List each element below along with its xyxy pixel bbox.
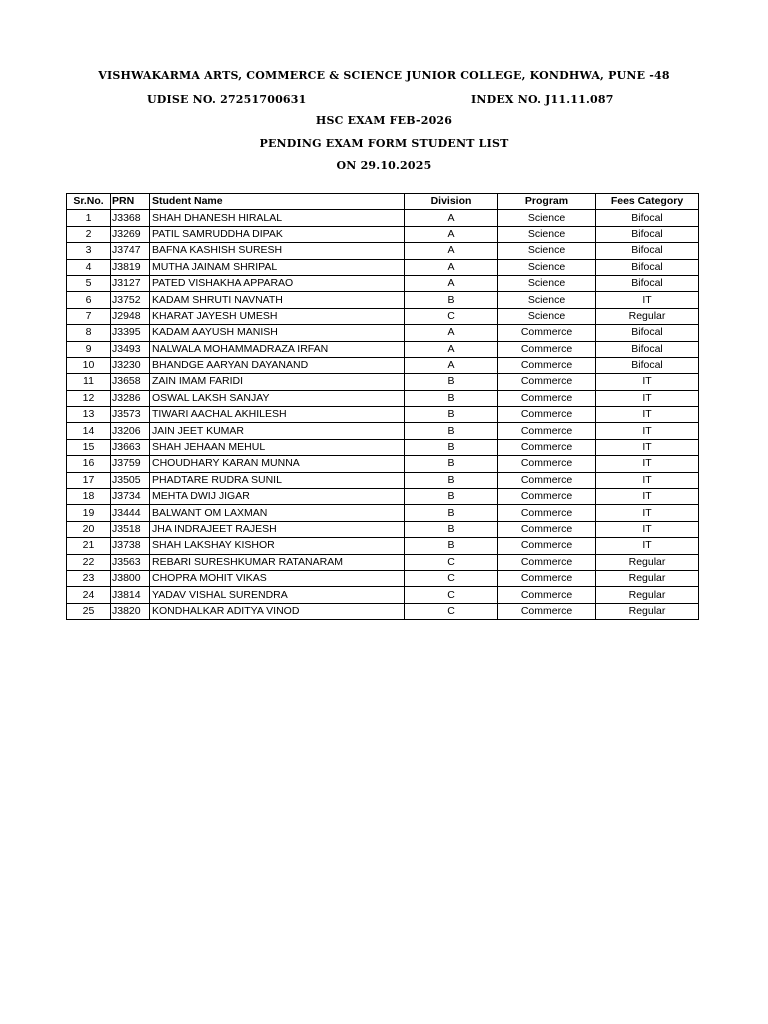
division-cell: A — [405, 325, 498, 341]
program-cell: Commerce — [498, 587, 596, 603]
fees-category-cell: IT — [596, 489, 699, 505]
program-cell: Commerce — [498, 423, 596, 439]
prn-cell: J3738 — [111, 538, 150, 554]
column-header-prn: PRN — [111, 194, 150, 210]
prn-cell: J3368 — [111, 210, 150, 226]
column-header-student-name: Student Name — [150, 194, 405, 210]
prn-cell: J3747 — [111, 243, 150, 259]
student-name-cell: PHADTARE RUDRA SUNIL — [150, 472, 405, 488]
program-cell: Commerce — [498, 554, 596, 570]
prn-cell: J3752 — [111, 292, 150, 308]
fees-category-cell: IT — [596, 538, 699, 554]
table-row — [67, 226, 699, 242]
student-name-cell: REBARI SURESHKUMAR RATANARAM — [150, 554, 405, 570]
sr-no-cell: 2 — [67, 226, 111, 242]
table-row — [67, 423, 699, 439]
table-row — [67, 505, 699, 521]
sr-no-cell: 21 — [67, 538, 111, 554]
student-name-cell: KONDHALKAR ADITYA VINOD — [150, 603, 405, 619]
student-name-cell: PATIL SAMRUDDHA DIPAK — [150, 226, 405, 242]
student-name-cell: SHAH LAKSHAY KISHOR — [150, 538, 405, 554]
sr-no-cell: 20 — [67, 521, 111, 537]
student-name-cell: BAFNA KASHISH SURESH — [150, 243, 405, 259]
student-name-cell: SHAH DHANESH HIRALAL — [150, 210, 405, 226]
fees-category-cell: Regular — [596, 554, 699, 570]
fees-category-cell: Bifocal — [596, 226, 699, 242]
sr-no-cell: 15 — [67, 439, 111, 455]
student-name-cell: JAIN JEET KUMAR — [150, 423, 405, 439]
table-row — [67, 292, 699, 308]
program-cell: Commerce — [498, 341, 596, 357]
fees-category-cell: Bifocal — [596, 341, 699, 357]
table-row — [67, 407, 699, 423]
fees-category-cell: IT — [596, 439, 699, 455]
table-row — [67, 489, 699, 505]
sr-no-cell: 4 — [67, 259, 111, 275]
fees-category-cell: IT — [596, 390, 699, 406]
prn-cell: J3819 — [111, 259, 150, 275]
division-cell: A — [405, 226, 498, 242]
prn-cell: J3230 — [111, 357, 150, 373]
prn-cell: J2948 — [111, 308, 150, 324]
sr-no-cell: 24 — [67, 587, 111, 603]
division-cell: B — [405, 374, 498, 390]
table-row — [67, 603, 699, 619]
program-cell: Science — [498, 275, 596, 291]
division-cell: A — [405, 357, 498, 373]
udise-number: UDISE NO. 27251700631 — [147, 93, 307, 106]
sr-no-cell: 11 — [67, 374, 111, 390]
sr-no-cell: 16 — [67, 456, 111, 472]
program-cell: Commerce — [498, 325, 596, 341]
division-cell: A — [405, 210, 498, 226]
fees-category-cell: Bifocal — [596, 325, 699, 341]
student-name-cell: ZAIN IMAM FARIDI — [150, 374, 405, 390]
program-cell: Commerce — [498, 472, 596, 488]
sr-no-cell: 13 — [67, 407, 111, 423]
student-name-cell: JHA INDRAJEET RAJESH — [150, 521, 405, 537]
table-row — [67, 210, 699, 226]
prn-cell: J3505 — [111, 472, 150, 488]
exam-title: HSC EXAM FEB-2026 — [315, 114, 453, 127]
program-cell: Commerce — [498, 505, 596, 521]
student-name-cell: MUTHA JAINAM SHRIPAL — [150, 259, 405, 275]
division-cell: A — [405, 341, 498, 357]
division-cell: B — [405, 390, 498, 406]
column-header-program: Program — [498, 194, 596, 210]
division-cell: B — [405, 538, 498, 554]
prn-cell: J3127 — [111, 275, 150, 291]
student-name-cell: KHARAT JAYESH UMESH — [150, 308, 405, 324]
sr-no-cell: 22 — [67, 554, 111, 570]
student-name-cell: YADAV VISHAL SURENDRA — [150, 587, 405, 603]
program-cell: Commerce — [498, 489, 596, 505]
fees-category-cell: IT — [596, 472, 699, 488]
fees-category-cell: Regular — [596, 603, 699, 619]
table-row — [67, 341, 699, 357]
table-row — [67, 325, 699, 341]
table-row — [67, 357, 699, 373]
sr-no-cell: 8 — [67, 325, 111, 341]
division-cell: B — [405, 423, 498, 439]
column-header-fees-category: Fees Category — [596, 194, 699, 210]
division-cell: C — [405, 554, 498, 570]
division-cell: B — [405, 489, 498, 505]
fees-category-cell: IT — [596, 521, 699, 537]
sr-no-cell: 12 — [67, 390, 111, 406]
program-cell: Commerce — [498, 357, 596, 373]
student-name-cell: PATED VISHAKHA APPARAO — [150, 275, 405, 291]
program-cell: Science — [498, 226, 596, 242]
table-row — [67, 259, 699, 275]
student-name-cell: KADAM AAYUSH MANISH — [150, 325, 405, 341]
division-cell: B — [405, 407, 498, 423]
student-name-cell: NALWALA MOHAMMADRAZA IRFAN — [150, 341, 405, 357]
program-cell: Science — [498, 292, 596, 308]
table-row — [67, 390, 699, 406]
division-cell: A — [405, 275, 498, 291]
sr-no-cell: 17 — [67, 472, 111, 488]
division-cell: B — [405, 439, 498, 455]
student-name-cell: SHAH JEHAAN MEHUL — [150, 439, 405, 455]
prn-cell: J3800 — [111, 570, 150, 586]
prn-cell: J3573 — [111, 407, 150, 423]
fees-category-cell: Bifocal — [596, 275, 699, 291]
prn-cell: J3269 — [111, 226, 150, 242]
student-name-cell: OSWAL LAKSH SANJAY — [150, 390, 405, 406]
prn-cell: J3820 — [111, 603, 150, 619]
prn-cell: J3563 — [111, 554, 150, 570]
fees-category-cell: Bifocal — [596, 210, 699, 226]
sr-no-cell: 10 — [67, 357, 111, 373]
program-cell: Science — [498, 259, 596, 275]
program-cell: Science — [498, 210, 596, 226]
program-cell: Science — [498, 243, 596, 259]
sr-no-cell: 3 — [67, 243, 111, 259]
program-cell: Commerce — [498, 570, 596, 586]
fees-category-cell: IT — [596, 292, 699, 308]
table-header-row — [67, 194, 699, 210]
division-cell: C — [405, 603, 498, 619]
prn-cell: J3286 — [111, 390, 150, 406]
student-name-cell: MEHTA DWIJ JIGAR — [150, 489, 405, 505]
table-row — [67, 439, 699, 455]
table-row — [67, 521, 699, 537]
student-name-cell: CHOPRA MOHIT VIKAS — [150, 570, 405, 586]
sr-no-cell: 19 — [67, 505, 111, 521]
fees-category-cell: Bifocal — [596, 259, 699, 275]
prn-cell: J3814 — [111, 587, 150, 603]
program-cell: Science — [498, 308, 596, 324]
program-cell: Commerce — [498, 521, 596, 537]
fees-category-cell: Bifocal — [596, 357, 699, 373]
student-table — [66, 193, 699, 620]
program-cell: Commerce — [498, 439, 596, 455]
prn-cell: J3759 — [111, 456, 150, 472]
division-cell: A — [405, 243, 498, 259]
prn-cell: J3518 — [111, 521, 150, 537]
fees-category-cell: IT — [596, 407, 699, 423]
program-cell: Commerce — [498, 603, 596, 619]
division-cell: C — [405, 570, 498, 586]
table-row — [67, 570, 699, 586]
table-row — [67, 554, 699, 570]
sr-no-cell: 14 — [67, 423, 111, 439]
prn-cell: J3395 — [111, 325, 150, 341]
student-name-cell: BALWANT OM LAXMAN — [150, 505, 405, 521]
table-row — [67, 456, 699, 472]
sr-no-cell: 23 — [67, 570, 111, 586]
sr-no-cell: 9 — [67, 341, 111, 357]
student-name-cell: CHOUDHARY KARAN MUNNA — [150, 456, 405, 472]
division-cell: B — [405, 521, 498, 537]
table-row — [67, 374, 699, 390]
list-title: PENDING EXAM FORM STUDENT LIST — [259, 137, 509, 150]
fees-category-cell: IT — [596, 374, 699, 390]
table-row — [67, 472, 699, 488]
fees-category-cell: Regular — [596, 587, 699, 603]
division-cell: B — [405, 456, 498, 472]
prn-cell: J3734 — [111, 489, 150, 505]
program-cell: Commerce — [498, 456, 596, 472]
table-row — [67, 275, 699, 291]
program-cell: Commerce — [498, 374, 596, 390]
fees-category-cell: IT — [596, 456, 699, 472]
index-number: INDEX NO. J11.11.087 — [471, 93, 614, 106]
sr-no-cell: 18 — [67, 489, 111, 505]
division-cell: B — [405, 505, 498, 521]
fees-category-cell: Regular — [596, 570, 699, 586]
table-row — [67, 243, 699, 259]
student-name-cell: KADAM SHRUTI NAVNATH — [150, 292, 405, 308]
fees-category-cell: IT — [596, 505, 699, 521]
fees-category-cell: Regular — [596, 308, 699, 324]
fees-category-cell: IT — [596, 423, 699, 439]
table-row — [67, 308, 699, 324]
sr-no-cell: 1 — [67, 210, 111, 226]
student-name-cell: TIWARI AACHAL AKHILESH — [150, 407, 405, 423]
column-header-sr-no: Sr.No. — [67, 194, 111, 210]
division-cell: A — [405, 259, 498, 275]
sr-no-cell: 5 — [67, 275, 111, 291]
table-row — [67, 538, 699, 554]
fees-category-cell: Bifocal — [596, 243, 699, 259]
division-cell: B — [405, 292, 498, 308]
sr-no-cell: 25 — [67, 603, 111, 619]
division-cell: C — [405, 308, 498, 324]
column-header-division: Division — [405, 194, 498, 210]
list-date: ON 29.10.2025 — [336, 159, 432, 172]
sr-no-cell: 7 — [67, 308, 111, 324]
prn-cell: J3206 — [111, 423, 150, 439]
division-cell: B — [405, 472, 498, 488]
program-cell: Commerce — [498, 407, 596, 423]
program-cell: Commerce — [498, 390, 596, 406]
college-name: VISHWAKARMA ARTS, COMMERCE & SCIENCE JUNIOR COLLEGE, KONDHWA, PUNE -48 — [98, 69, 670, 82]
prn-cell: J3658 — [111, 374, 150, 390]
division-cell: C — [405, 587, 498, 603]
prn-cell: J3444 — [111, 505, 150, 521]
table-row — [67, 587, 699, 603]
program-cell: Commerce — [498, 538, 596, 554]
table-body — [67, 210, 699, 620]
student-name-cell: BHANDGE AARYAN DAYANAND — [150, 357, 405, 373]
prn-cell: J3663 — [111, 439, 150, 455]
sr-no-cell: 6 — [67, 292, 111, 308]
prn-cell: J3493 — [111, 341, 150, 357]
